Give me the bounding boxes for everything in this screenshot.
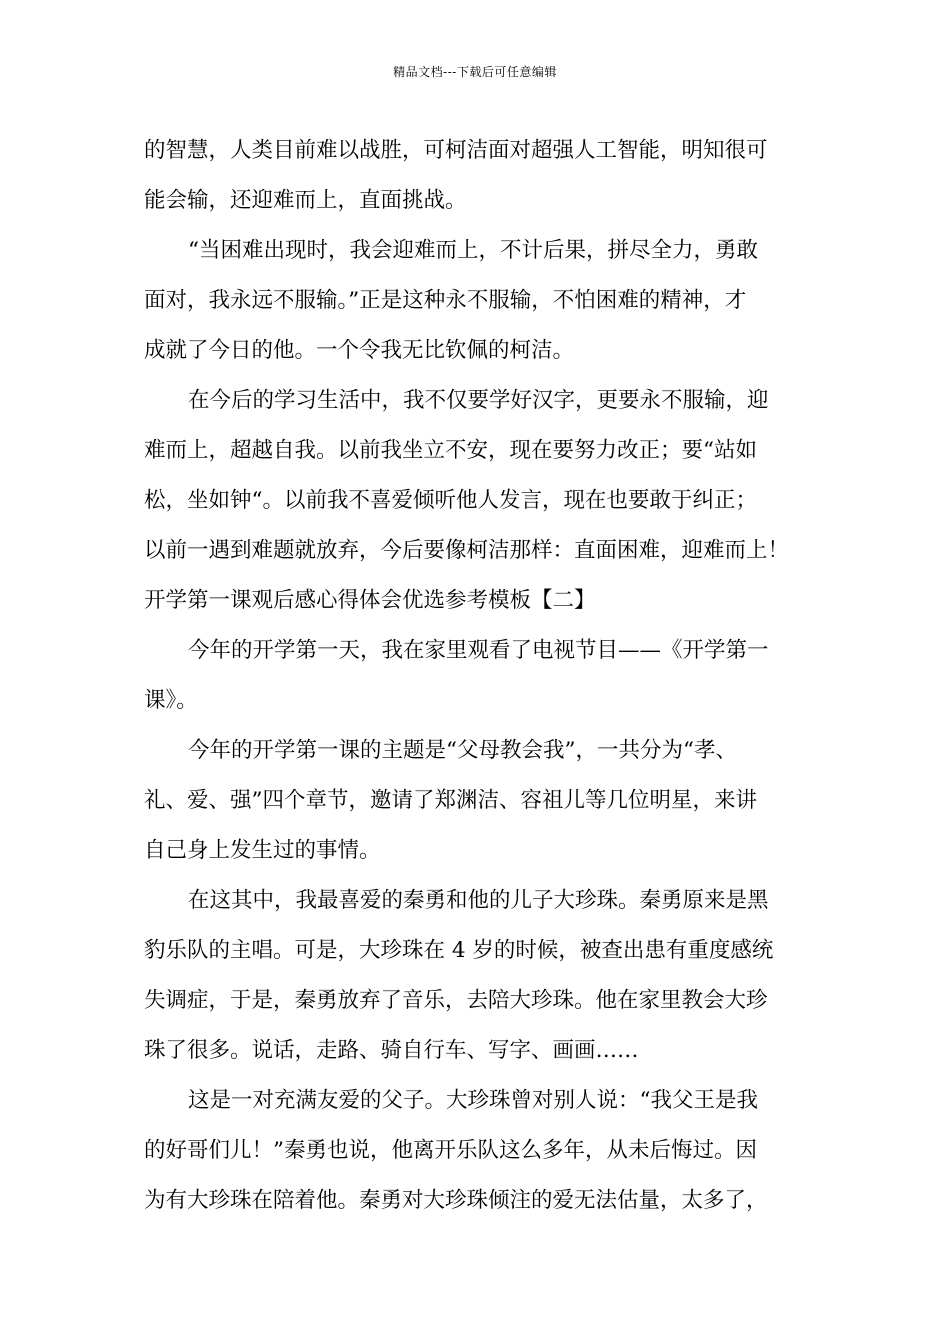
text-line: 珠了很多。说话，走路、骑自行车、写字、画画…… (144, 1038, 639, 1063)
text-line: 难而上，超越自我。以前我坐立不安，现在要努力改正；要“站如 (144, 438, 757, 463)
text-line: 松，坐如钟“。以前我不喜爱倾听他人发言，现在也要敢于纠正； (144, 488, 757, 513)
page-header: 精品文档---下载后可任意编辑 (393, 65, 557, 79)
text-line: 这是一对充满友爱的父子。大珍珠曾对别人说：“我父王是我 (188, 1088, 758, 1113)
text-line: 在今后的学习生活中，我不仅要学好汉字，更要永不服输，迎 (188, 388, 769, 413)
text-line: 自己身上发生过的事情。 (144, 838, 381, 863)
document-body (144, 126, 814, 1226)
text-line: 开学第一课观后感心得体会优选参考模板【二】 (144, 588, 596, 613)
text-line: 今年的开学第一天，我在家里观看了电视节目——《开学第一 (188, 638, 769, 663)
text-line: 的好哥们儿！”秦勇也说，他离开乐队这么多年，从未后悔过。因 (144, 1138, 757, 1163)
text-line: 面对，我永远不服输。”正是这种永不服输，不怕困难的精神，才 (144, 288, 747, 313)
text-line: 在这其中，我最喜爱的秦勇和他的儿子大珍珠。秦勇原来是黑 (188, 888, 769, 913)
text-line: 豹乐队的主唱。可是，大珍珠在 4 岁的时候，被查出患有重度感统 (144, 938, 774, 963)
text-line: 为有大珍珠在陪着他。秦勇对大珍珠倾注的爱无法估量，太多了， (144, 1188, 768, 1213)
text-line: 能会输，还迎难而上，直面挑战。 (144, 188, 467, 213)
text-line: 失调症，于是，秦勇放弃了音乐，去陪大珍珠。他在家里教会大珍 (144, 988, 768, 1013)
text-line: 的智慧，人类目前难以战胜，可柯洁面对超强人工智能，明知很可 (144, 138, 768, 163)
text-line: 以前一遇到难题就放弃，今后要像柯洁那样：直面困难，迎难而上！ (144, 538, 790, 563)
text-line: 礼、爱、强”四个章节，邀请了郑渊洁、容祖儿等几位明星，来讲 (144, 788, 757, 813)
text-line: 成就了今日的他。一个令我无比钦佩的柯洁。 (144, 338, 575, 363)
text-line: 今年的开学第一课的主题是“父母教会我”，一共分为“孝、 (188, 738, 737, 763)
text-line: “当困难出现时，我会迎难而上，不计后果，拼尽全力，勇敢 (188, 238, 758, 263)
text-line: 课》。 (144, 688, 198, 713)
